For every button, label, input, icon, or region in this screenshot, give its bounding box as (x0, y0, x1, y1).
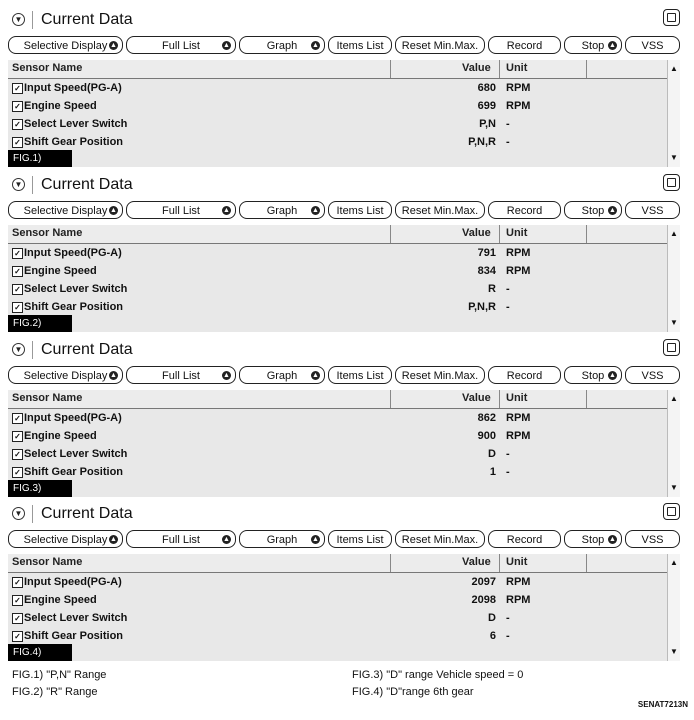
column-divider[interactable] (390, 390, 391, 408)
table-row[interactable] (8, 464, 668, 482)
stop-dropdown[interactable] (564, 530, 622, 548)
sensor-name: Input Speed(PG-A) (24, 412, 122, 424)
sensor-unit: - (506, 612, 510, 624)
dropdown-chevron-icon: ▲ (609, 372, 616, 379)
dropdown-chevron-icon: ▲ (223, 372, 230, 379)
scroll-down-icon[interactable]: ▼ (670, 483, 678, 492)
sensor-unit: - (506, 301, 510, 313)
current-data-panel-1 (8, 9, 680, 167)
window-icon[interactable] (663, 503, 680, 520)
vertical-scrollbar[interactable] (667, 390, 680, 497)
sensor-unit: - (506, 136, 510, 148)
sensor-unit: RPM (506, 265, 531, 277)
sensor-name: Engine Speed (24, 265, 97, 277)
sensor-unit: - (506, 283, 510, 295)
toolbar (8, 366, 680, 386)
sensor-unit: RPM (506, 100, 531, 112)
items-list-button[interactable]: Items List (328, 530, 392, 548)
sensor-name: Input Speed(PG-A) (24, 82, 122, 94)
selective-display-label: Selective Display (23, 205, 108, 217)
sensor-value: D (488, 612, 496, 624)
column-divider[interactable] (586, 225, 587, 243)
full-list-dropdown[interactable] (126, 201, 236, 219)
selective-display-dropdown[interactable] (8, 36, 123, 54)
dropdown-chevron-icon: ▲ (110, 536, 117, 543)
sensor-name: Select Lever Switch (24, 118, 128, 130)
sensor-name: Shift Gear Position (24, 630, 124, 642)
sensor-value: P,N (479, 118, 496, 130)
column-divider[interactable] (499, 390, 500, 408)
table-row[interactable] (8, 281, 668, 299)
column-divider[interactable] (390, 225, 391, 243)
column-header-unit[interactable]: Unit (506, 62, 528, 74)
checkbox-checked-icon[interactable]: ✓ (12, 137, 23, 148)
column-header-unit[interactable]: Unit (506, 556, 528, 568)
stop-dropdown[interactable] (564, 36, 622, 54)
dropdown-chevron-icon: ▲ (609, 207, 616, 214)
table-row[interactable] (8, 574, 668, 592)
window-icon[interactable] (663, 339, 680, 356)
table-row[interactable] (8, 116, 668, 134)
caption-fig4: FIG.4) "D"range 6th gear (352, 686, 474, 698)
collapse-icon[interactable]: ▼ (12, 507, 25, 520)
reset-min-max-button[interactable]: Reset Min.Max. (395, 201, 485, 219)
checkbox-checked-icon[interactable]: ✓ (12, 119, 23, 130)
graph-dropdown[interactable] (239, 36, 325, 54)
sensor-value: 680 (477, 82, 496, 94)
column-divider[interactable] (499, 554, 500, 572)
items-list-button[interactable]: Items List (328, 201, 392, 219)
dropdown-chevron-icon: ▲ (312, 536, 319, 543)
checkbox-checked-icon[interactable]: ✓ (12, 449, 23, 460)
dropdown-chevron-icon: ▲ (312, 207, 319, 214)
figure-label: FIG.3) (8, 480, 72, 497)
stop-label: Stop (581, 534, 605, 546)
stop-dropdown[interactable] (564, 201, 622, 219)
sensor-data-table (8, 225, 680, 332)
sensor-value: P,N,R (468, 136, 496, 148)
column-divider[interactable] (499, 60, 500, 78)
full-list-dropdown[interactable] (126, 366, 236, 384)
table-row[interactable] (8, 263, 668, 281)
column-divider[interactable] (390, 554, 391, 572)
dropdown-chevron-icon: ▲ (312, 42, 319, 49)
sensor-name: Select Lever Switch (24, 283, 128, 295)
column-divider[interactable] (586, 60, 587, 78)
sensor-name: Engine Speed (24, 594, 97, 606)
table-row[interactable] (8, 628, 668, 646)
figure-label: FIG.1) (8, 150, 72, 167)
selective-display-label: Selective Display (23, 534, 108, 546)
dropdown-chevron-icon: ▲ (110, 207, 117, 214)
column-header-value[interactable]: Value (462, 392, 491, 404)
table-row[interactable] (8, 245, 668, 263)
caption-fig3: FIG.3) "D" range Vehicle speed = 0 (352, 669, 524, 681)
column-header-sensor-name[interactable]: Sensor Name (12, 227, 83, 239)
checkbox-checked-icon[interactable]: ✓ (12, 577, 23, 588)
sensor-data-table (8, 390, 680, 497)
panel-title: Current Data (41, 11, 133, 28)
checkbox-checked-icon[interactable]: ✓ (12, 266, 23, 277)
panel-titlebar (8, 9, 680, 35)
sensor-value: 6 (489, 630, 496, 642)
collapse-icon[interactable]: ▼ (12, 13, 25, 26)
vss-button[interactable]: VSS (625, 530, 680, 548)
graph-label: Graph (266, 40, 298, 52)
graph-label: Graph (266, 534, 298, 546)
table-header (8, 60, 668, 79)
graph-label: Graph (266, 370, 298, 382)
checkbox-checked-icon[interactable]: ✓ (12, 631, 23, 642)
sensor-unit: RPM (506, 576, 531, 588)
panel-titlebar (8, 174, 680, 200)
selective-display-dropdown[interactable] (8, 366, 123, 384)
table-header (8, 554, 668, 573)
table-header (8, 225, 668, 244)
graph-dropdown[interactable] (239, 201, 325, 219)
window-icon[interactable] (663, 174, 680, 191)
items-list-button[interactable]: Items List (328, 36, 392, 54)
collapse-icon[interactable]: ▼ (12, 178, 25, 191)
dropdown-chevron-icon: ▲ (110, 372, 117, 379)
vss-button[interactable]: VSS (625, 36, 680, 54)
reset-min-max-button[interactable]: Reset Min.Max. (395, 366, 485, 384)
sensor-value: R (488, 283, 496, 295)
vertical-scrollbar[interactable] (667, 60, 680, 167)
sensor-data-table (8, 554, 680, 661)
sensor-value: 791 (477, 247, 496, 259)
collapse-icon[interactable]: ▼ (12, 343, 25, 356)
sensor-unit: - (506, 630, 510, 642)
reset-min-max-button[interactable]: Reset Min.Max. (395, 530, 485, 548)
vss-button[interactable]: VSS (625, 366, 680, 384)
column-header-value[interactable]: Value (462, 556, 491, 568)
vss-button[interactable]: VSS (625, 201, 680, 219)
table-row[interactable] (8, 592, 668, 610)
scroll-up-icon[interactable]: ▲ (670, 229, 678, 238)
dropdown-chevron-icon: ▲ (223, 207, 230, 214)
dropdown-chevron-icon: ▲ (110, 42, 117, 49)
title-divider (32, 11, 33, 29)
selective-display-label: Selective Display (23, 40, 108, 52)
checkbox-checked-icon[interactable]: ✓ (12, 302, 23, 313)
checkbox-checked-icon[interactable]: ✓ (12, 613, 23, 624)
table-row[interactable] (8, 134, 668, 152)
record-button[interactable]: Record (488, 530, 561, 548)
sensor-name: Engine Speed (24, 100, 97, 112)
caption-fig2: FIG.2) "R" Range (12, 686, 98, 698)
column-header-value[interactable]: Value (462, 62, 491, 74)
checkbox-checked-icon[interactable]: ✓ (12, 431, 23, 442)
panel-title: Current Data (41, 176, 133, 193)
sensor-name: Select Lever Switch (24, 448, 128, 460)
stop-dropdown[interactable] (564, 366, 622, 384)
sensor-value: 2098 (471, 594, 496, 606)
stop-label: Stop (581, 205, 605, 217)
table-row[interactable] (8, 428, 668, 446)
vertical-scrollbar[interactable] (667, 554, 680, 661)
full-list-dropdown[interactable] (126, 530, 236, 548)
selective-display-label: Selective Display (23, 370, 108, 382)
toolbar (8, 201, 680, 221)
sensor-value: 834 (477, 265, 496, 277)
column-divider[interactable] (586, 554, 587, 572)
column-header-sensor-name[interactable]: Sensor Name (12, 556, 83, 568)
checkbox-checked-icon[interactable]: ✓ (12, 413, 23, 424)
panel-title: Current Data (41, 505, 133, 522)
sensor-unit: RPM (506, 412, 531, 424)
panel-titlebar (8, 503, 680, 529)
record-button[interactable]: Record (488, 201, 561, 219)
table-row[interactable] (8, 446, 668, 464)
full-list-dropdown[interactable] (126, 36, 236, 54)
full-list-label: Full List (162, 370, 200, 382)
checkbox-checked-icon[interactable]: ✓ (12, 467, 23, 478)
sensor-data-table (8, 60, 680, 167)
sensor-value: D (488, 448, 496, 460)
checkbox-checked-icon[interactable]: ✓ (12, 595, 23, 606)
sensor-unit: - (506, 448, 510, 460)
full-list-label: Full List (162, 40, 200, 52)
sensor-unit: - (506, 118, 510, 130)
sensor-name: Shift Gear Position (24, 301, 124, 313)
scroll-down-icon[interactable]: ▼ (670, 647, 678, 656)
graph-label: Graph (266, 205, 298, 217)
dropdown-chevron-icon: ▲ (223, 42, 230, 49)
window-icon[interactable] (663, 9, 680, 26)
vertical-scrollbar[interactable] (667, 225, 680, 332)
column-header-unit[interactable]: Unit (506, 227, 528, 239)
scroll-down-icon[interactable]: ▼ (670, 318, 678, 327)
sensor-name: Input Speed(PG-A) (24, 247, 122, 259)
sensor-unit: RPM (506, 594, 531, 606)
checkbox-checked-icon[interactable]: ✓ (12, 83, 23, 94)
sensor-name: Select Lever Switch (24, 612, 128, 624)
table-row[interactable] (8, 299, 668, 317)
title-divider (32, 176, 33, 194)
sensor-value: 862 (477, 412, 496, 424)
graph-dropdown[interactable] (239, 530, 325, 548)
column-divider[interactable] (499, 225, 500, 243)
document-id: SENAT7213N (637, 700, 688, 709)
full-list-label: Full List (162, 205, 200, 217)
selective-display-dropdown[interactable] (8, 530, 123, 548)
sensor-name: Engine Speed (24, 430, 97, 442)
figure-label: FIG.4) (8, 644, 72, 661)
sensor-name: Shift Gear Position (24, 136, 124, 148)
record-button[interactable]: Record (488, 36, 561, 54)
scroll-up-icon[interactable]: ▲ (670, 64, 678, 73)
sensor-value: 900 (477, 430, 496, 442)
stop-label: Stop (581, 370, 605, 382)
table-row[interactable] (8, 610, 668, 628)
sensor-value: 2097 (471, 576, 496, 588)
selective-display-dropdown[interactable] (8, 201, 123, 219)
figure-label: FIG.2) (8, 315, 72, 332)
column-header-value[interactable]: Value (462, 227, 491, 239)
dropdown-chevron-icon: ▲ (609, 42, 616, 49)
sensor-unit: RPM (506, 430, 531, 442)
scroll-up-icon[interactable]: ▲ (670, 558, 678, 567)
panel-titlebar (8, 339, 680, 365)
graph-dropdown[interactable] (239, 366, 325, 384)
title-divider (32, 341, 33, 359)
reset-min-max-button[interactable]: Reset Min.Max. (395, 36, 485, 54)
table-header (8, 390, 668, 409)
current-data-panel-2 (8, 174, 680, 332)
record-button[interactable]: Record (488, 366, 561, 384)
items-list-button[interactable]: Items List (328, 366, 392, 384)
current-data-panel-4 (8, 503, 680, 661)
scroll-up-icon[interactable]: ▲ (670, 394, 678, 403)
toolbar (8, 36, 680, 56)
toolbar (8, 530, 680, 550)
sensor-unit: RPM (506, 247, 531, 259)
column-header-sensor-name[interactable]: Sensor Name (12, 62, 83, 74)
title-divider (32, 505, 33, 523)
panel-title: Current Data (41, 341, 133, 358)
scroll-down-icon[interactable]: ▼ (670, 153, 678, 162)
sensor-unit: RPM (506, 82, 531, 94)
full-list-label: Full List (162, 534, 200, 546)
caption-fig1: FIG.1) "P,N" Range (12, 669, 107, 681)
sensor-value: 1 (489, 466, 496, 478)
sensor-unit: - (506, 466, 510, 478)
column-header-unit[interactable]: Unit (506, 392, 528, 404)
dropdown-chevron-icon: ▲ (609, 536, 616, 543)
sensor-name: Input Speed(PG-A) (24, 576, 122, 588)
column-divider[interactable] (390, 60, 391, 78)
stop-label: Stop (581, 40, 605, 52)
checkbox-checked-icon[interactable]: ✓ (12, 248, 23, 259)
table-row[interactable] (8, 410, 668, 428)
current-data-panel-3 (8, 339, 680, 497)
table-row[interactable] (8, 80, 668, 98)
checkbox-checked-icon[interactable]: ✓ (12, 284, 23, 295)
sensor-name: Shift Gear Position (24, 466, 124, 478)
checkbox-checked-icon[interactable]: ✓ (12, 101, 23, 112)
dropdown-chevron-icon: ▲ (223, 536, 230, 543)
sensor-value: P,N,R (468, 301, 496, 313)
table-row[interactable] (8, 98, 668, 116)
dropdown-chevron-icon: ▲ (312, 372, 319, 379)
column-header-sensor-name[interactable]: Sensor Name (12, 392, 83, 404)
column-divider[interactable] (586, 390, 587, 408)
sensor-value: 699 (477, 100, 496, 112)
